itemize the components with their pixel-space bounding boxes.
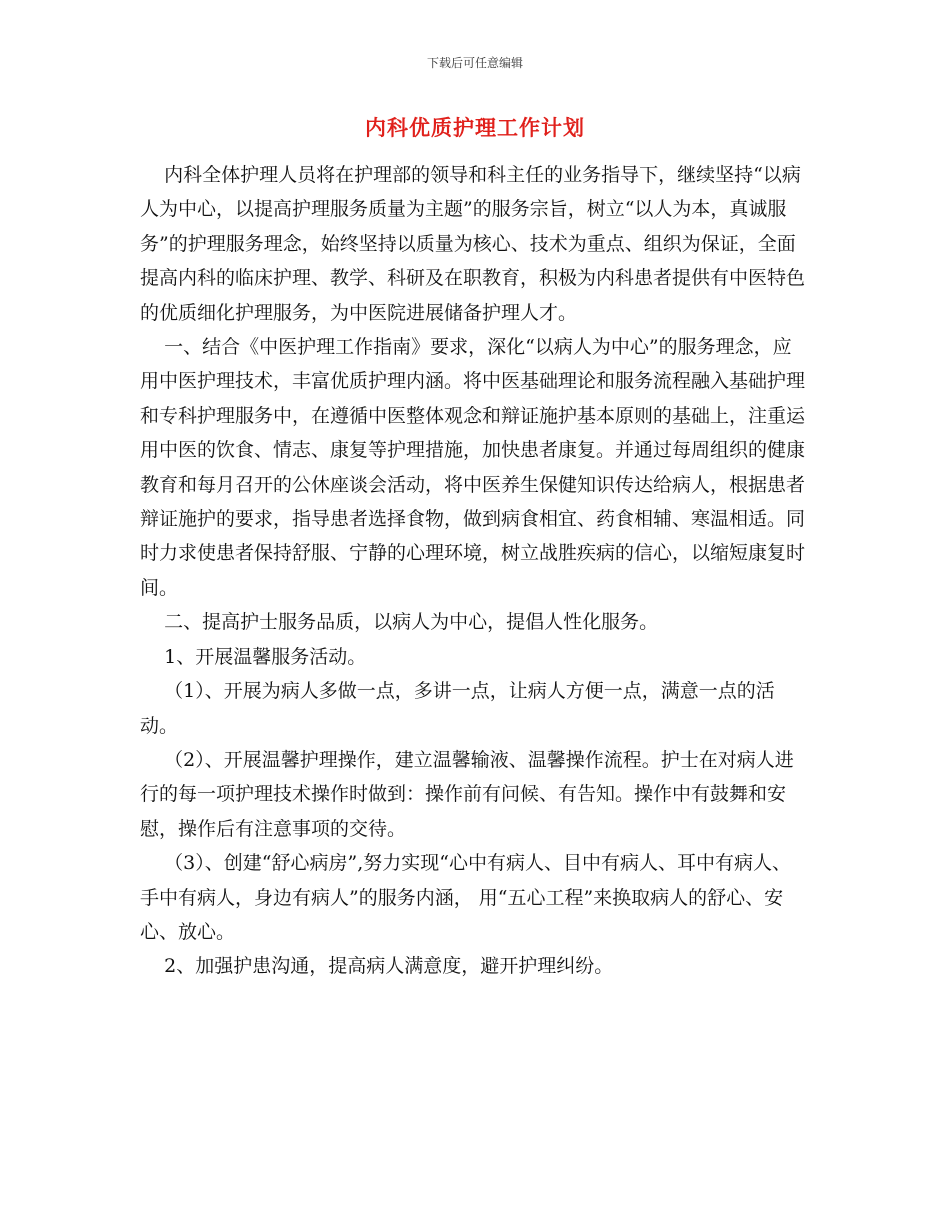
paragraph: 2、加强护患沟通，提高病人满意度，避开护理纠纷。 [140,955,614,978]
header-note: 下载后可任意编辑 [426,56,523,70]
paragraph: 一、结合《中医护理工作指南》要求，深化“以病人为中心”的服务理念，应用中医护理技术，丰富优质护理内涵。将中医基础理论和服务流程融入基础护理和专科护理服务中，在遵循中医整体观念和辩证施护基本原则的基础上，注重运用中医的饮食、情志、康复等护理措施，加快患者康复。并通过每周组织的健康教育和每月召开的公休座谈会活动，将中医养生保健知识传达给病人，根据患者辩证施护的要求，指导患者选择食物，做到病食相宜、药食相辅、寒温相适。同时力求使患者保持舒服、宁静的心理环境，树立战胜疾病的信心，以缩短康复时间。 [140,336,806,599]
paragraph: （2）、开展温馨护理操作，建立温馨输液、温馨操作流程。护士在对病人进行的每一项护理技术操作时做到：操作前有问候、有告知。操作中有鼓舞和安慰，操作后有注意事项的交待。 [140,748,794,840]
paragraph: 1、开展温馨服务活动。 [140,645,367,668]
paragraph: 二、提高护士服务品质，以病人为中心，提倡人性化服务。 [140,611,659,634]
document-body [140,158,808,984]
paragraph: （1）、开展为病人多做一点，多讲一点，让病人方便一点，满意一点的活动。 [140,680,775,737]
paragraph: （3）、创建“舒心病房”,努力实现“心中有病人、目中有病人、耳中有病人、手中有病人，身边有病人”的服务内涵， 用“五心工程”来换取病人的舒心、安心、放心。 [140,852,791,943]
paragraph: 内科全体护理人员将在护理部的领导和科主任的业务指导下，继续坚持“以病人为中心，以提高护理服务质量为主题”的服务宗旨，树立“以人为本，真诚服务”的护理服务理念，始终坚持以质量为核心、技术为重点、组织为保证，全面提高内科的临床护理、教学、科研及在职教育，积极为内科患者提供有中医特色的优质细化护理服务，为中医院进展储备护理人才。 [140,164,806,324]
document-title: 内科优质护理工作计划 [365,116,585,140]
